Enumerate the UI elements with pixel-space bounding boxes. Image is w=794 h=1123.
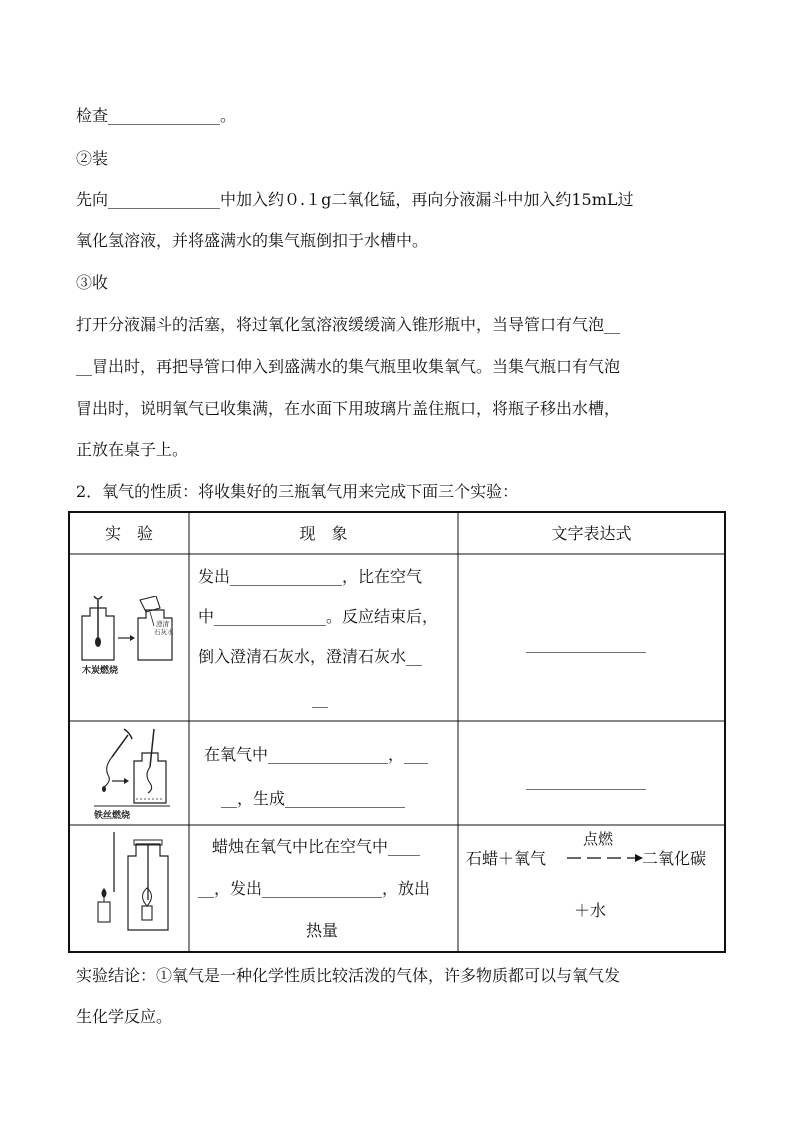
charcoal-burning-illustration <box>76 596 180 676</box>
header-experiment: 实 验 <box>104 524 153 543</box>
paragraph-collect-line3: 冒出时，说明氧气已收集满，在水面下用玻璃片盖住瓶口，将瓶子移出水槽， <box>76 399 621 418</box>
row1-phenomenon-line2: 中______________。反应结束后， <box>198 607 439 626</box>
limewater-label-2: 石灰水 <box>154 628 174 636</box>
row3-phenomenon-line2: __，发出_______________，放出 <box>198 879 431 898</box>
paragraph-collect-line1: 打开分液漏斗的活塞，将过氧化氢溶液缓缓滴入锥形瓶中，当导管口有气泡__ <box>76 315 621 334</box>
row1-phenomenon-line3: 倒入澄清石灰水，澄清石灰水__ <box>198 647 423 666</box>
section-heading-properties: 2．氧气的性质：将收集好的三瓶氧气用来完成下面三个实验： <box>76 482 519 501</box>
conclusion-line1: 实验结论：①氧气是一种化学性质比较活泼的气体，许多物质都可以与氧气发 <box>76 966 621 985</box>
iron-wire-caption: 铁丝燃烧 <box>94 811 131 819</box>
row2-expression-blank: _______________ <box>526 771 646 790</box>
limewater-label-1: 澄清 <box>156 620 169 628</box>
row3-expression-condition: 点燃 <box>583 830 614 848</box>
row3-phenomenon-line3: 热量 <box>306 921 339 940</box>
paragraph-check: 检查______________。 <box>76 106 237 125</box>
step-heading-load: ②装 <box>76 149 109 168</box>
iron-wire-burning-illustration <box>90 727 172 819</box>
conclusion-line2: 生化学反应。 <box>76 1007 173 1026</box>
row3-expression-products: 二氧化碳 <box>642 849 707 868</box>
row2-phenomenon-line2: __，生成_______________ <box>221 789 406 808</box>
paragraph-collect-line4: 正放在桌子上。 <box>76 440 189 459</box>
row2-phenomenon-line1: 在氧气中_______________，___ <box>204 745 429 764</box>
header-phenomenon: 现 象 <box>299 524 348 543</box>
paragraph-load-line2: 氧化氢溶液，并将盛满水的集气瓶倒扣于水槽中。 <box>76 231 429 250</box>
charcoal-caption: 木炭燃烧 <box>82 666 119 676</box>
reaction-arrow-icon <box>565 852 645 864</box>
step-heading-collect: ③收 <box>76 273 109 292</box>
row3-expression-reactants: 石蜡＋氧气 <box>466 849 547 868</box>
header-expression: 文字表达式 <box>551 524 632 543</box>
row1-phenomenon-line4: __ <box>312 689 328 708</box>
row3-phenomenon-line1: 蜡烛在氧气中比在空气中____ <box>212 837 421 856</box>
row1-phenomenon-line1: 发出______________，比在空气 <box>198 567 423 586</box>
candle-burning-illustration <box>92 830 174 940</box>
row3-expression-line2: ＋水 <box>574 901 607 920</box>
paragraph-load-line1: 先向______________中加入约０.１g二氧化锰，再向分液漏斗中加入约15mL过 <box>76 190 634 209</box>
paragraph-collect-line2: __冒出时，再把导管口伸入到盛满水的集气瓶里收集氧气。当集气瓶口有气泡 <box>76 357 621 376</box>
row1-expression-blank: _______________ <box>526 634 646 653</box>
